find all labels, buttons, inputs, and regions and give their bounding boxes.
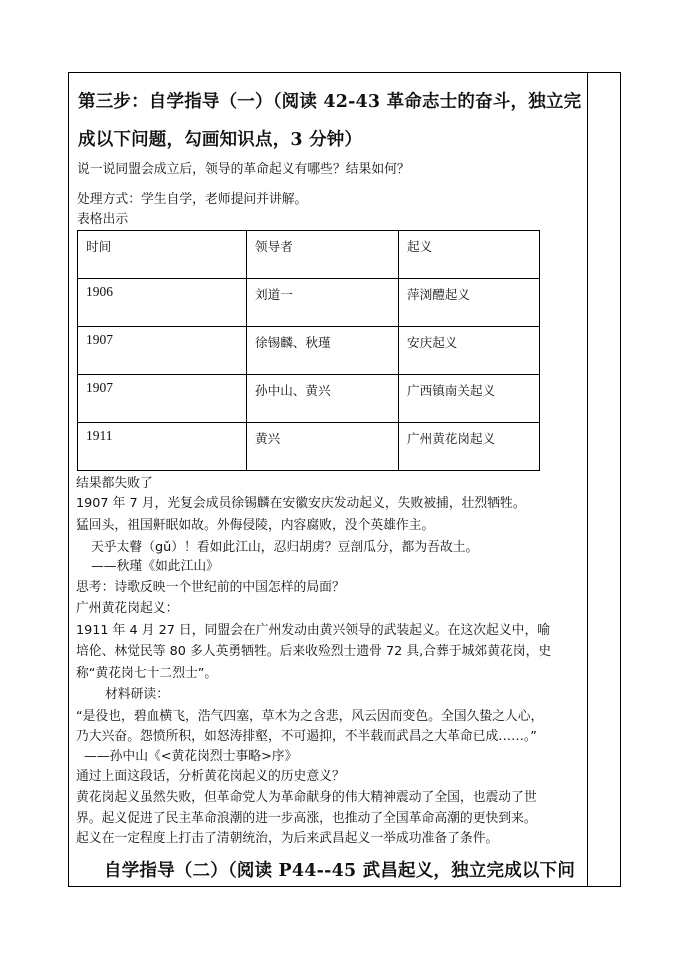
answer-line2: 界。起义促进了民主革命浪潮的进一步高涨，也推动了全国革命高潮的更快到来。 bbox=[76, 811, 537, 826]
answer-line1: 黄花岗起义虽然失败，但革命党人为革命献身的伟大精神震动了全国，也震动了世 bbox=[76, 790, 537, 805]
cell-year: 1907 bbox=[78, 327, 247, 375]
cell-leader: 孙中山、黄兴 bbox=[247, 375, 399, 423]
cell-year: 1907 bbox=[78, 375, 247, 423]
step3b-heading: 自学指导（二）（阅读 P44--45 武昌起义，独立完成以下问 bbox=[104, 861, 576, 881]
cell-year: 1911 bbox=[78, 423, 247, 471]
poem-source: ——秋瑾《如此江山》 bbox=[91, 559, 219, 574]
think-question: 思考：诗歌反映一个世纪前的中国怎样的局面？ bbox=[76, 580, 345, 595]
guangzhou-title: 广州黄花岗起义： bbox=[76, 601, 179, 616]
table-row bbox=[78, 327, 540, 375]
header-cell-leader: 领导者 bbox=[247, 231, 399, 279]
cell-leader: 黄兴 bbox=[247, 423, 399, 471]
notes-column-divider bbox=[587, 72, 588, 887]
cell-uprising: 广州黄花岗起义 bbox=[399, 423, 540, 471]
guangzhou-line3: 称“黄花岗七十二烈士”。 bbox=[76, 666, 218, 681]
cell-uprising: 萍浏醴起义 bbox=[399, 279, 540, 327]
quote-line2: 乃大兴奋。怨愤所积，如怒涛排壑，不可遏抑，不半载而武昌之大革命已成……。” bbox=[76, 729, 537, 744]
table-row bbox=[78, 279, 540, 327]
header-cell-time: 时间 bbox=[78, 231, 247, 279]
uprisings-table bbox=[77, 230, 540, 471]
cell-uprising: 广西镇南关起义 bbox=[399, 375, 540, 423]
quote-line1: “是役也，碧血横飞，浩气四塞，草木为之含悲，风云因而变色。全国久蛰之人心， bbox=[76, 709, 544, 724]
poem-line2: 天乎太瞽（gǔ）！看如此江山，忍归胡虏？豆剖瓜分，都为吾故土。 bbox=[91, 540, 479, 555]
table-row bbox=[78, 423, 540, 471]
analyze-question: 通过上面这段话，分析黄花岗起义的历史意义？ bbox=[76, 769, 345, 784]
guangzhou-line1: 1911 年 4 月 27 日，同盟会在广州发动由黄兴领导的武装起义。在这次起义中，喻 bbox=[76, 623, 551, 638]
quote-source: ——孙中山《<黄花岗烈士事略>序》 bbox=[84, 749, 298, 764]
result-text: 结果都失败了 bbox=[76, 476, 153, 491]
cell-leader: 刘道一 bbox=[247, 279, 399, 327]
method-text: 处理方式：学生自学，老师提问并讲解。 bbox=[77, 192, 308, 207]
table-header-row bbox=[78, 231, 540, 279]
anqing-text: 1907 年 7 月，光复会成员徐锡麟在安徽安庆发动起义，失败被捕，壮烈牺牲。 bbox=[76, 496, 526, 511]
question-text: 说一说同盟会成立后，领导的革命起义有哪些？结果如何？ bbox=[77, 162, 410, 177]
guangzhou-line2: 培伦、林觉民等 80 多人英勇牺牲。后来收殓烈士遗骨 72 具,合葬于城郊黄花岗，史 bbox=[76, 644, 552, 659]
answer-line3: 起义在一定程度上打击了清朝统治，为后来武昌起义一举成功准备了条件。 bbox=[76, 831, 499, 846]
cell-uprising: 安庆起义 bbox=[399, 327, 540, 375]
table-row bbox=[78, 375, 540, 423]
material-title: 材料研读： bbox=[105, 687, 169, 702]
step3-heading-line2: 成以下问题，勾画知识点，3 分钟） bbox=[78, 130, 363, 150]
cell-leader: 徐锡麟、秋瑾 bbox=[247, 327, 399, 375]
cell-year: 1906 bbox=[78, 279, 247, 327]
table-intro: 表格出示 bbox=[77, 212, 129, 227]
poem-line1: 猛回头，祖国鼾眠如故。外侮侵陵，内容腐败，没个英雄作主。 bbox=[76, 518, 435, 533]
step3-heading-line1: 第三步：自学指导（一）（阅读 42-43 革命志士的奋斗，独立完 bbox=[78, 92, 582, 112]
header-cell-uprising: 起义 bbox=[399, 231, 540, 279]
